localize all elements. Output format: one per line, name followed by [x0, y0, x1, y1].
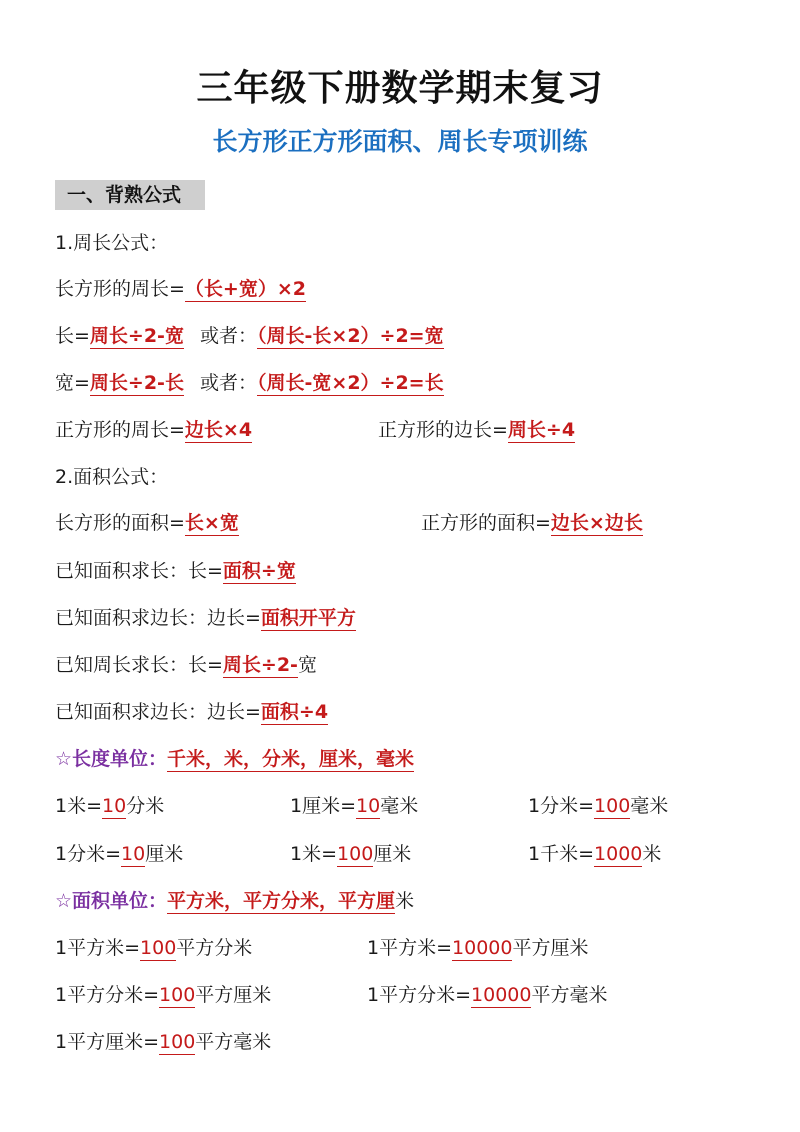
- area-conversion: 1平方米=10000平方厘米: [367, 937, 589, 959]
- length-units-label: ☆长度单位：: [55, 748, 168, 770]
- area-rect-label: 长方形的面积=: [55, 512, 185, 534]
- perimeter-width-answer1: 周长÷2-长: [89, 372, 184, 394]
- perimeter-rect-label: 长方形的周长=: [55, 278, 185, 300]
- length-conversion: 1分米=10厘米: [55, 843, 184, 865]
- perimeter-length-label: 长=: [55, 325, 90, 347]
- length-conversion: 1厘米=10毫米: [290, 795, 419, 817]
- area-q3-tail: 宽: [297, 654, 317, 676]
- area-rect-answer: 长×宽: [184, 512, 239, 534]
- perimeter-width-line: [55, 370, 444, 396]
- area-q4-answer: 面积÷4: [260, 701, 329, 723]
- area-square-label: 正方形的面积=: [421, 512, 551, 534]
- page-title: 三年级下册数学期末复习: [196, 68, 604, 109]
- perimeter-heading: 1.周长公式：: [55, 232, 169, 254]
- area-q2-label: 已知面积求边长：边长=: [55, 607, 261, 629]
- area-units-tail: 米: [395, 890, 415, 912]
- square-side-line: [378, 417, 575, 443]
- area-q1-line: [55, 558, 296, 584]
- square-side-answer: 周长÷4: [507, 419, 576, 441]
- perimeter-width-label: 宽=: [55, 372, 90, 394]
- area-q3-label: 已知周长求长：长=: [55, 654, 223, 676]
- perimeter-rect-answer: （长+宽）×2: [184, 278, 306, 300]
- area-conversion: 1平方分米=100平方厘米: [55, 984, 272, 1006]
- area-heading: 2.面积公式：: [55, 466, 169, 488]
- perimeter-rect-line: [55, 276, 306, 302]
- area-conversion: 1平方米=100平方分米: [55, 937, 253, 959]
- area-q1-answer: 面积÷宽: [222, 560, 296, 582]
- length-units-answer: 千米，米，分米，厘米，毫米: [167, 748, 415, 770]
- length-conversion: 1米=10分米: [55, 795, 165, 817]
- area-conversion: 1平方厘米=100平方毫米: [55, 1031, 272, 1053]
- perimeter-square-label: 正方形的周长=: [55, 419, 185, 441]
- page-subtitle: 长方形正方形面积、周长专项训练: [212, 127, 588, 156]
- length-conversion: 1千米=1000米: [528, 843, 662, 865]
- area-q4-label: 已知面积求边长：边长=: [55, 701, 261, 723]
- perimeter-square-answer: 边长×4: [184, 419, 253, 441]
- area-q3-answer: 周长÷2-: [222, 654, 298, 676]
- length-units-line: [55, 746, 414, 772]
- length-conversion: 1米=100厘米: [290, 843, 412, 865]
- perimeter-length-answer2: （周长-长×2）÷2=宽: [257, 325, 444, 347]
- area-units-label: ☆面积单位：: [55, 890, 168, 912]
- or-text: 或者：: [200, 325, 258, 347]
- area-q2-answer: 面积开平方: [260, 607, 356, 629]
- area-q4-line: [55, 699, 328, 725]
- area-units-answer: 平方米，平方分米，平方厘: [167, 890, 396, 912]
- area-q2-line: [55, 605, 356, 631]
- perimeter-length-answer1: 周长÷2-宽: [89, 325, 184, 347]
- area-q1-label: 已知面积求长：长=: [55, 560, 223, 582]
- area-units-line: [55, 888, 414, 914]
- perimeter-length-line: [55, 323, 444, 349]
- area-rect-line: [55, 510, 239, 536]
- section-heading: 一、背熟公式: [55, 180, 205, 210]
- area-square-line: [421, 510, 643, 536]
- or-text: 或者：: [200, 372, 258, 394]
- perimeter-square-line: [55, 417, 252, 443]
- square-side-label: 正方形的边长=: [378, 419, 508, 441]
- area-q3-line: [55, 652, 317, 678]
- length-conversion: 1分米=100毫米: [528, 795, 669, 817]
- area-square-answer: 边长×边长: [550, 512, 643, 534]
- perimeter-width-answer2: （周长-宽×2）÷2=长: [257, 372, 444, 394]
- area-conversion: 1平方分米=10000平方毫米: [367, 984, 608, 1006]
